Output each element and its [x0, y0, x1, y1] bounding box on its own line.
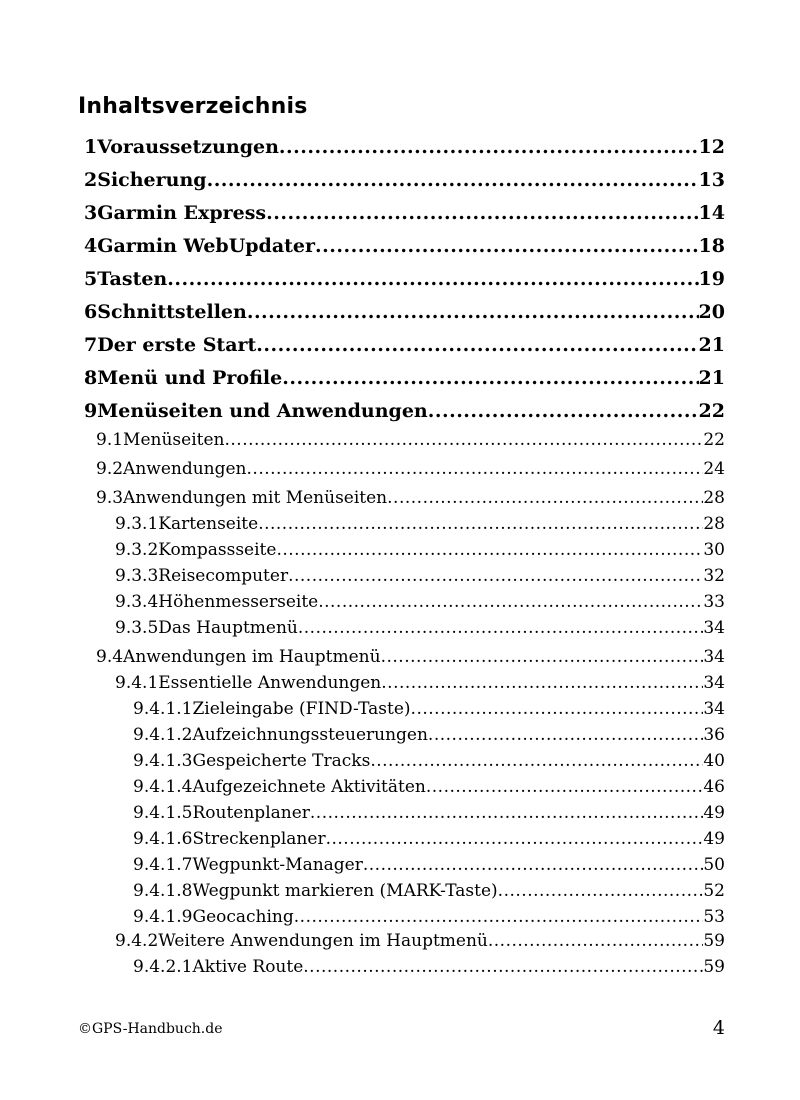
toc-entry-page: 46 — [703, 777, 725, 797]
toc-entry-label: Wegpunkt-Manager — [192, 855, 363, 875]
toc-entry-page: 20 — [698, 301, 725, 323]
toc-entry[interactable] — [84, 169, 725, 191]
toc-entry-page: 40 — [703, 751, 725, 771]
toc-entry-number: 9.4.1.9 — [133, 907, 193, 927]
toc-entry-number: 9.4.1.2 — [133, 725, 193, 745]
toc-entry-page: 22 — [703, 430, 725, 450]
dot-leader — [381, 673, 703, 693]
dot-leader — [247, 301, 699, 323]
toc-entry[interactable] — [133, 699, 725, 719]
dot-leader — [258, 514, 703, 534]
toc-entry-label: Menüseiten und Anwendungen — [97, 400, 428, 422]
toc-entry-label: Menü und Profile — [97, 367, 283, 389]
dot-leader — [326, 829, 704, 849]
toc-entry-page: 21 — [698, 367, 725, 389]
toc-entry-page: 34 — [703, 647, 725, 667]
toc-entry[interactable] — [96, 430, 725, 450]
toc-entry-page: 12 — [698, 136, 725, 158]
toc-entry-label: Garmin Express — [97, 202, 267, 224]
toc-entry-number: 9.4.1.4 — [133, 777, 193, 797]
toc-entry-page: 33 — [703, 592, 725, 612]
toc-entry-number: 9.4.1.5 — [133, 803, 193, 823]
toc-entry[interactable] — [96, 647, 725, 667]
toc-entry[interactable] — [133, 881, 725, 901]
toc-entry[interactable] — [96, 488, 725, 508]
toc-entry[interactable] — [84, 202, 725, 224]
toc-entry-page: 53 — [703, 907, 725, 927]
toc-entry-number: 9.3.3 — [115, 566, 159, 586]
toc-entry-number: 1 — [84, 136, 98, 158]
footer-copyright: ©GPS-Handbuch.de — [78, 1021, 223, 1037]
toc-entry-page: 36 — [703, 725, 725, 745]
toc-entry-number: 9 — [84, 400, 98, 422]
toc-entry-label: Geocaching — [192, 907, 294, 927]
toc-entry-label: Streckenplaner — [192, 829, 326, 849]
toc-entry-label: Kartenseite — [158, 514, 259, 534]
footer-page-number: 4 — [712, 1017, 725, 1039]
dot-leader — [370, 751, 703, 771]
dot-leader — [167, 268, 698, 290]
toc-entry[interactable] — [115, 514, 725, 534]
dot-leader — [411, 699, 704, 719]
toc-entry-page: 59 — [703, 957, 725, 977]
toc-entry-label: Menüseiten — [123, 430, 225, 450]
toc-entry[interactable] — [84, 367, 725, 389]
toc-entry-label: Höhenmesserseite — [158, 592, 319, 612]
toc-entry-number: 9.4.1.1 — [133, 699, 193, 719]
toc-entry-page: 14 — [698, 202, 725, 224]
toc-entry-label: Tasten — [97, 268, 168, 290]
dot-leader — [303, 957, 703, 977]
toc-entry-number: 9.4 — [96, 647, 124, 667]
toc-entry-label: Routenplaner — [192, 803, 310, 823]
toc-entry-page: 49 — [703, 803, 725, 823]
toc-entry-label: Zieleingabe (FIND-Taste) — [192, 699, 411, 719]
toc-entry-page: 59 — [703, 931, 725, 951]
toc-entry-number: 9.4.1.8 — [133, 881, 193, 901]
toc-entry-page: 13 — [698, 169, 725, 191]
toc-entry-label: Garmin WebUpdater — [97, 235, 316, 257]
dot-leader — [363, 855, 703, 875]
toc-entry-label: Voraussetzungen — [97, 136, 279, 158]
dot-leader — [282, 367, 698, 389]
toc-entry-label: Wegpunkt markieren (MARK-Taste) — [192, 881, 498, 901]
toc-entry-page: 22 — [698, 400, 725, 422]
toc-entry[interactable] — [133, 907, 725, 927]
dot-leader — [428, 725, 703, 745]
toc-entry[interactable] — [115, 673, 725, 693]
toc-entry-page: 52 — [703, 881, 725, 901]
toc-entry-number: 8 — [84, 367, 98, 389]
toc-entry-number: 9.4.2 — [115, 931, 159, 951]
dot-leader — [224, 430, 703, 450]
toc-entry-label: Gespeicherte Tracks — [192, 751, 371, 771]
toc-entry[interactable] — [133, 777, 725, 797]
toc-entry-number: 5 — [84, 268, 98, 290]
toc-entry-label: Das Hauptmenü — [158, 618, 298, 638]
toc-entry[interactable] — [115, 931, 725, 951]
toc-entry[interactable] — [115, 592, 725, 612]
toc-entry-label: Aktive Route — [192, 957, 304, 977]
toc-entry-number: 2 — [84, 169, 98, 191]
toc-entry-page: 32 — [703, 566, 725, 586]
toc-entry-label: Sicherung — [97, 169, 207, 191]
toc-entry-number: 7 — [84, 334, 98, 356]
dot-leader — [387, 488, 703, 508]
dot-leader — [428, 400, 699, 422]
toc-entry-label: Aufgezeichnete Aktivitäten — [192, 777, 426, 797]
dot-leader — [426, 777, 703, 797]
toc-entry[interactable] — [84, 400, 725, 422]
toc-entry-page: 18 — [698, 235, 725, 257]
dot-leader — [318, 592, 703, 612]
toc-entry-page: 49 — [703, 829, 725, 849]
toc-entry[interactable] — [96, 459, 725, 479]
toc-entry-number: 9.2 — [96, 459, 124, 479]
toc-entry-page: 34 — [703, 699, 725, 719]
toc-entry[interactable] — [84, 301, 725, 323]
toc-entry-page: 34 — [703, 618, 725, 638]
dot-leader — [294, 907, 704, 927]
toc-entry[interactable] — [84, 136, 725, 158]
toc-entry[interactable] — [115, 566, 725, 586]
toc-entry-page: 50 — [703, 855, 725, 875]
dot-leader — [298, 618, 703, 638]
toc-entry[interactable] — [115, 618, 725, 638]
page-title: Inhaltsverzeichnis — [78, 94, 308, 119]
dot-leader — [276, 540, 703, 560]
toc-entry-label: Weitere Anwendungen im Hauptmenü — [158, 931, 488, 951]
toc-entry-number: 9.4.1.6 — [133, 829, 193, 849]
toc-entry[interactable] — [133, 957, 725, 977]
toc-entry-page: 34 — [703, 673, 725, 693]
dot-leader — [310, 803, 703, 823]
dot-leader — [288, 566, 703, 586]
toc-entry[interactable] — [84, 334, 725, 356]
toc-entry[interactable] — [84, 268, 725, 290]
toc-entry-number: 9.4.2.1 — [133, 957, 193, 977]
dot-leader — [498, 881, 704, 901]
toc-entry[interactable] — [84, 235, 725, 257]
toc-entry-label: Aufzeichnungssteuerungen — [192, 725, 428, 745]
toc-entry-page: 30 — [703, 540, 725, 560]
dot-leader — [381, 647, 704, 667]
toc-entry-number: 9.3.2 — [115, 540, 159, 560]
dot-leader — [279, 136, 699, 158]
toc-entry-number: 9.3.4 — [115, 592, 159, 612]
toc-entry-number: 9.3.5 — [115, 618, 159, 638]
toc-entry-label: Anwendungen mit Menüseiten — [123, 488, 388, 508]
dot-leader — [247, 459, 704, 479]
toc-entry-number: 9.3.1 — [115, 514, 159, 534]
toc-entry-page: 28 — [703, 488, 725, 508]
dot-leader — [488, 931, 704, 951]
toc-entry-page: 28 — [703, 514, 725, 534]
dot-leader — [266, 202, 698, 224]
toc-entry[interactable] — [115, 540, 725, 560]
toc-entry-label: Kompassseite — [158, 540, 277, 560]
toc-entry-number: 9.4.1.3 — [133, 751, 193, 771]
toc-entry-number: 9.4.1.7 — [133, 855, 193, 875]
toc-entry-number: 9.4.1 — [115, 673, 159, 693]
toc-entry[interactable] — [133, 751, 725, 771]
toc-entry-number: 4 — [84, 235, 98, 257]
toc-entry[interactable] — [133, 725, 725, 745]
toc-entry-label: Reisecomputer — [158, 566, 289, 586]
toc-entry[interactable] — [133, 855, 725, 875]
toc-entry-number: 3 — [84, 202, 98, 224]
dot-leader — [207, 169, 699, 191]
dot-leader — [256, 334, 698, 356]
toc-entry-number: 6 — [84, 301, 98, 323]
toc-entry-label: Anwendungen — [123, 459, 247, 479]
toc-entry[interactable] — [133, 829, 725, 849]
toc-entry-page: 19 — [698, 268, 725, 290]
toc-entry-page: 21 — [698, 334, 725, 356]
toc-entry-label: Der erste Start — [97, 334, 257, 356]
dot-leader — [315, 235, 699, 257]
toc-entry-label: Essentielle Anwendungen — [158, 673, 382, 693]
toc-entry-number: 9.3 — [96, 488, 124, 508]
toc-entry-label: Schnittstellen — [97, 301, 247, 323]
toc-entry-number: 9.1 — [96, 430, 124, 450]
toc-entry-label: Anwendungen im Hauptmenü — [123, 647, 381, 667]
toc-entry-page: 24 — [703, 459, 725, 479]
toc-entry[interactable] — [133, 803, 725, 823]
